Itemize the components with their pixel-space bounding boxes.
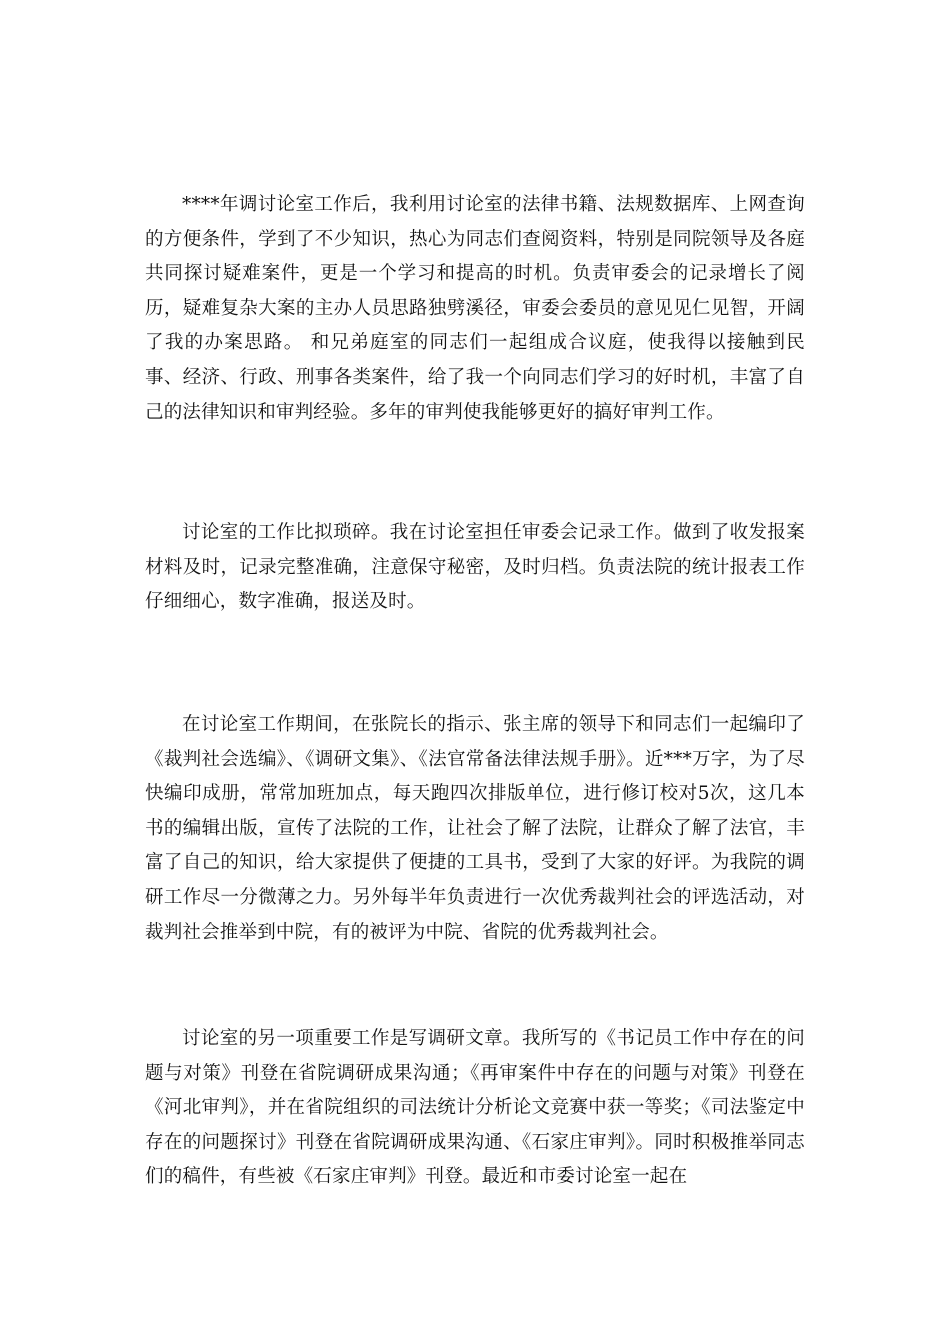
paragraph-2: 讨论室的工作比拟琐碎。我在讨论室担任审委会记录工作。做到了收发报案材料及时，记录完整准确，注意保守秘密，及时归档。负责法院的统计报表工作仔细细心，数字准确，报送及时。 <box>145 522 805 613</box>
paragraph-3: 在讨论室工作期间，在张院长的指示、张主席的领导下和同志们一起编印了《裁判社会选编》、《调研文集》、《法官常备法律法规手册》。近***万字，为了尽快编印成册，常常加班加点，每天跑四次排版单位，进行修订校对5次，这几本书的编辑出版，宣传了法院的工作，让社会了解了法院，让群众了解了法官，丰富了自己的知识，给大家提供了便捷的工具书，受到了大家的好评。为我院的调研工作尽一分微薄之力。另外每半年负责进行一次优秀裁判社会的评选活动，对裁判社会推举到中院，有的被评为中院、省院的优秀裁判社会。 <box>145 714 805 943</box>
paragraph-1: ****年调讨论室工作后，我利用讨论室的法律书籍、法规数据库、上网查询的方便条件，学到了不少知识，热心为同志们查阅资料，特别是同院领导及各庭共同探讨疑难案件，更是一个学习和提高的时机。负责审委会的记录增长了阅历，疑难复杂大案的主办人员思路独劈溪径，审委会委员的意见见仁见智，开阔了我的办案思路。 和兄弟庭室的同志们一起组成合议庭，使我得以接触到民事、经济、行政、刑事各类案件，给了我一个向同志们学习的好时机，丰富了自己的法律知识和审判经验。多年的审判使我能够更好的搞好审判工作。 <box>145 194 805 423</box>
paragraph-4: 讨论室的另一项重要工作是写调研文章。我所写的《书记员工作中存在的问题与对策》刊登在省院调研成果沟通；《再审案件中存在的问题与对策》刊登在《河北审判》，并在省院组织的司法统计分析论文竞赛中获一等奖；《司法鉴定中存在的问题探讨》刊登在省院调研成果沟通、《石家庄审判》。同时积极推举同志们的稿件，有些被《石家庄审判》刊登。最近和市委讨论室一起在 <box>145 1028 805 1188</box>
